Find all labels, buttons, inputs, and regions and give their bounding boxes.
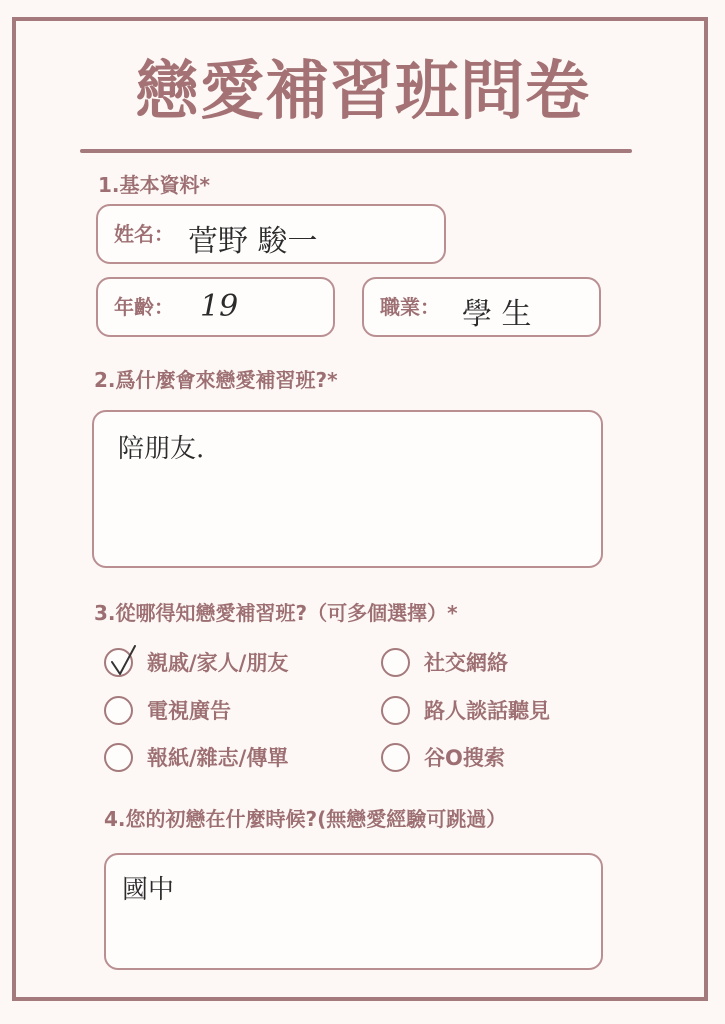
job-value: 學 生 xyxy=(462,297,532,332)
option-tv-ads[interactable] xyxy=(104,693,231,727)
option-radio[interactable] xyxy=(381,743,410,772)
option-overheard[interactable] xyxy=(381,693,550,727)
option-label: 電視廣告 xyxy=(147,699,231,723)
option-print-media[interactable] xyxy=(104,740,288,774)
option-label: 路人談話聽見 xyxy=(424,699,550,723)
job-label: 職業： xyxy=(380,295,440,319)
option-search[interactable] xyxy=(381,740,505,774)
q3-heading: 3.從哪得知戀愛補習班?（可多個選擇）* xyxy=(94,601,458,625)
q2-answer-box[interactable] xyxy=(92,410,603,568)
title-divider xyxy=(80,149,632,153)
age-label: 年齡： xyxy=(114,295,174,319)
option-family-friends[interactable] xyxy=(104,645,288,679)
option-label: 親戚/家人/朋友 xyxy=(147,651,289,675)
q2-answer: 陪朋友. xyxy=(118,434,205,464)
name-label: 姓名： xyxy=(114,222,174,246)
age-field[interactable] xyxy=(96,277,335,337)
q4-answer: 國中 xyxy=(122,875,175,905)
job-field[interactable] xyxy=(362,277,601,337)
age-value: 19 xyxy=(200,289,239,324)
option-radio[interactable] xyxy=(104,743,133,772)
q2-heading: 2.爲什麼會來戀愛補習班?* xyxy=(94,368,338,392)
option-label: 社交網絡 xyxy=(424,651,508,675)
q1-heading: 1.基本資料* xyxy=(98,173,210,197)
option-radio[interactable] xyxy=(381,696,410,725)
option-social-network[interactable] xyxy=(381,645,508,679)
q4-answer-box[interactable] xyxy=(104,853,603,970)
page-title: 戀愛補習班問卷 xyxy=(135,55,590,129)
checkmark-icon xyxy=(108,644,138,678)
q4-heading: 4.您的初戀在什麼時候?(無戀愛經驗可跳過） xyxy=(104,807,507,831)
name-field[interactable] xyxy=(96,204,446,264)
option-label: 報紙/雜志/傳單 xyxy=(147,746,289,770)
option-radio[interactable] xyxy=(104,648,133,677)
option-label: 谷O搜索 xyxy=(424,746,505,770)
option-radio[interactable] xyxy=(104,696,133,725)
option-radio[interactable] xyxy=(381,648,410,677)
name-value: 菅野 駿一 xyxy=(188,224,318,259)
